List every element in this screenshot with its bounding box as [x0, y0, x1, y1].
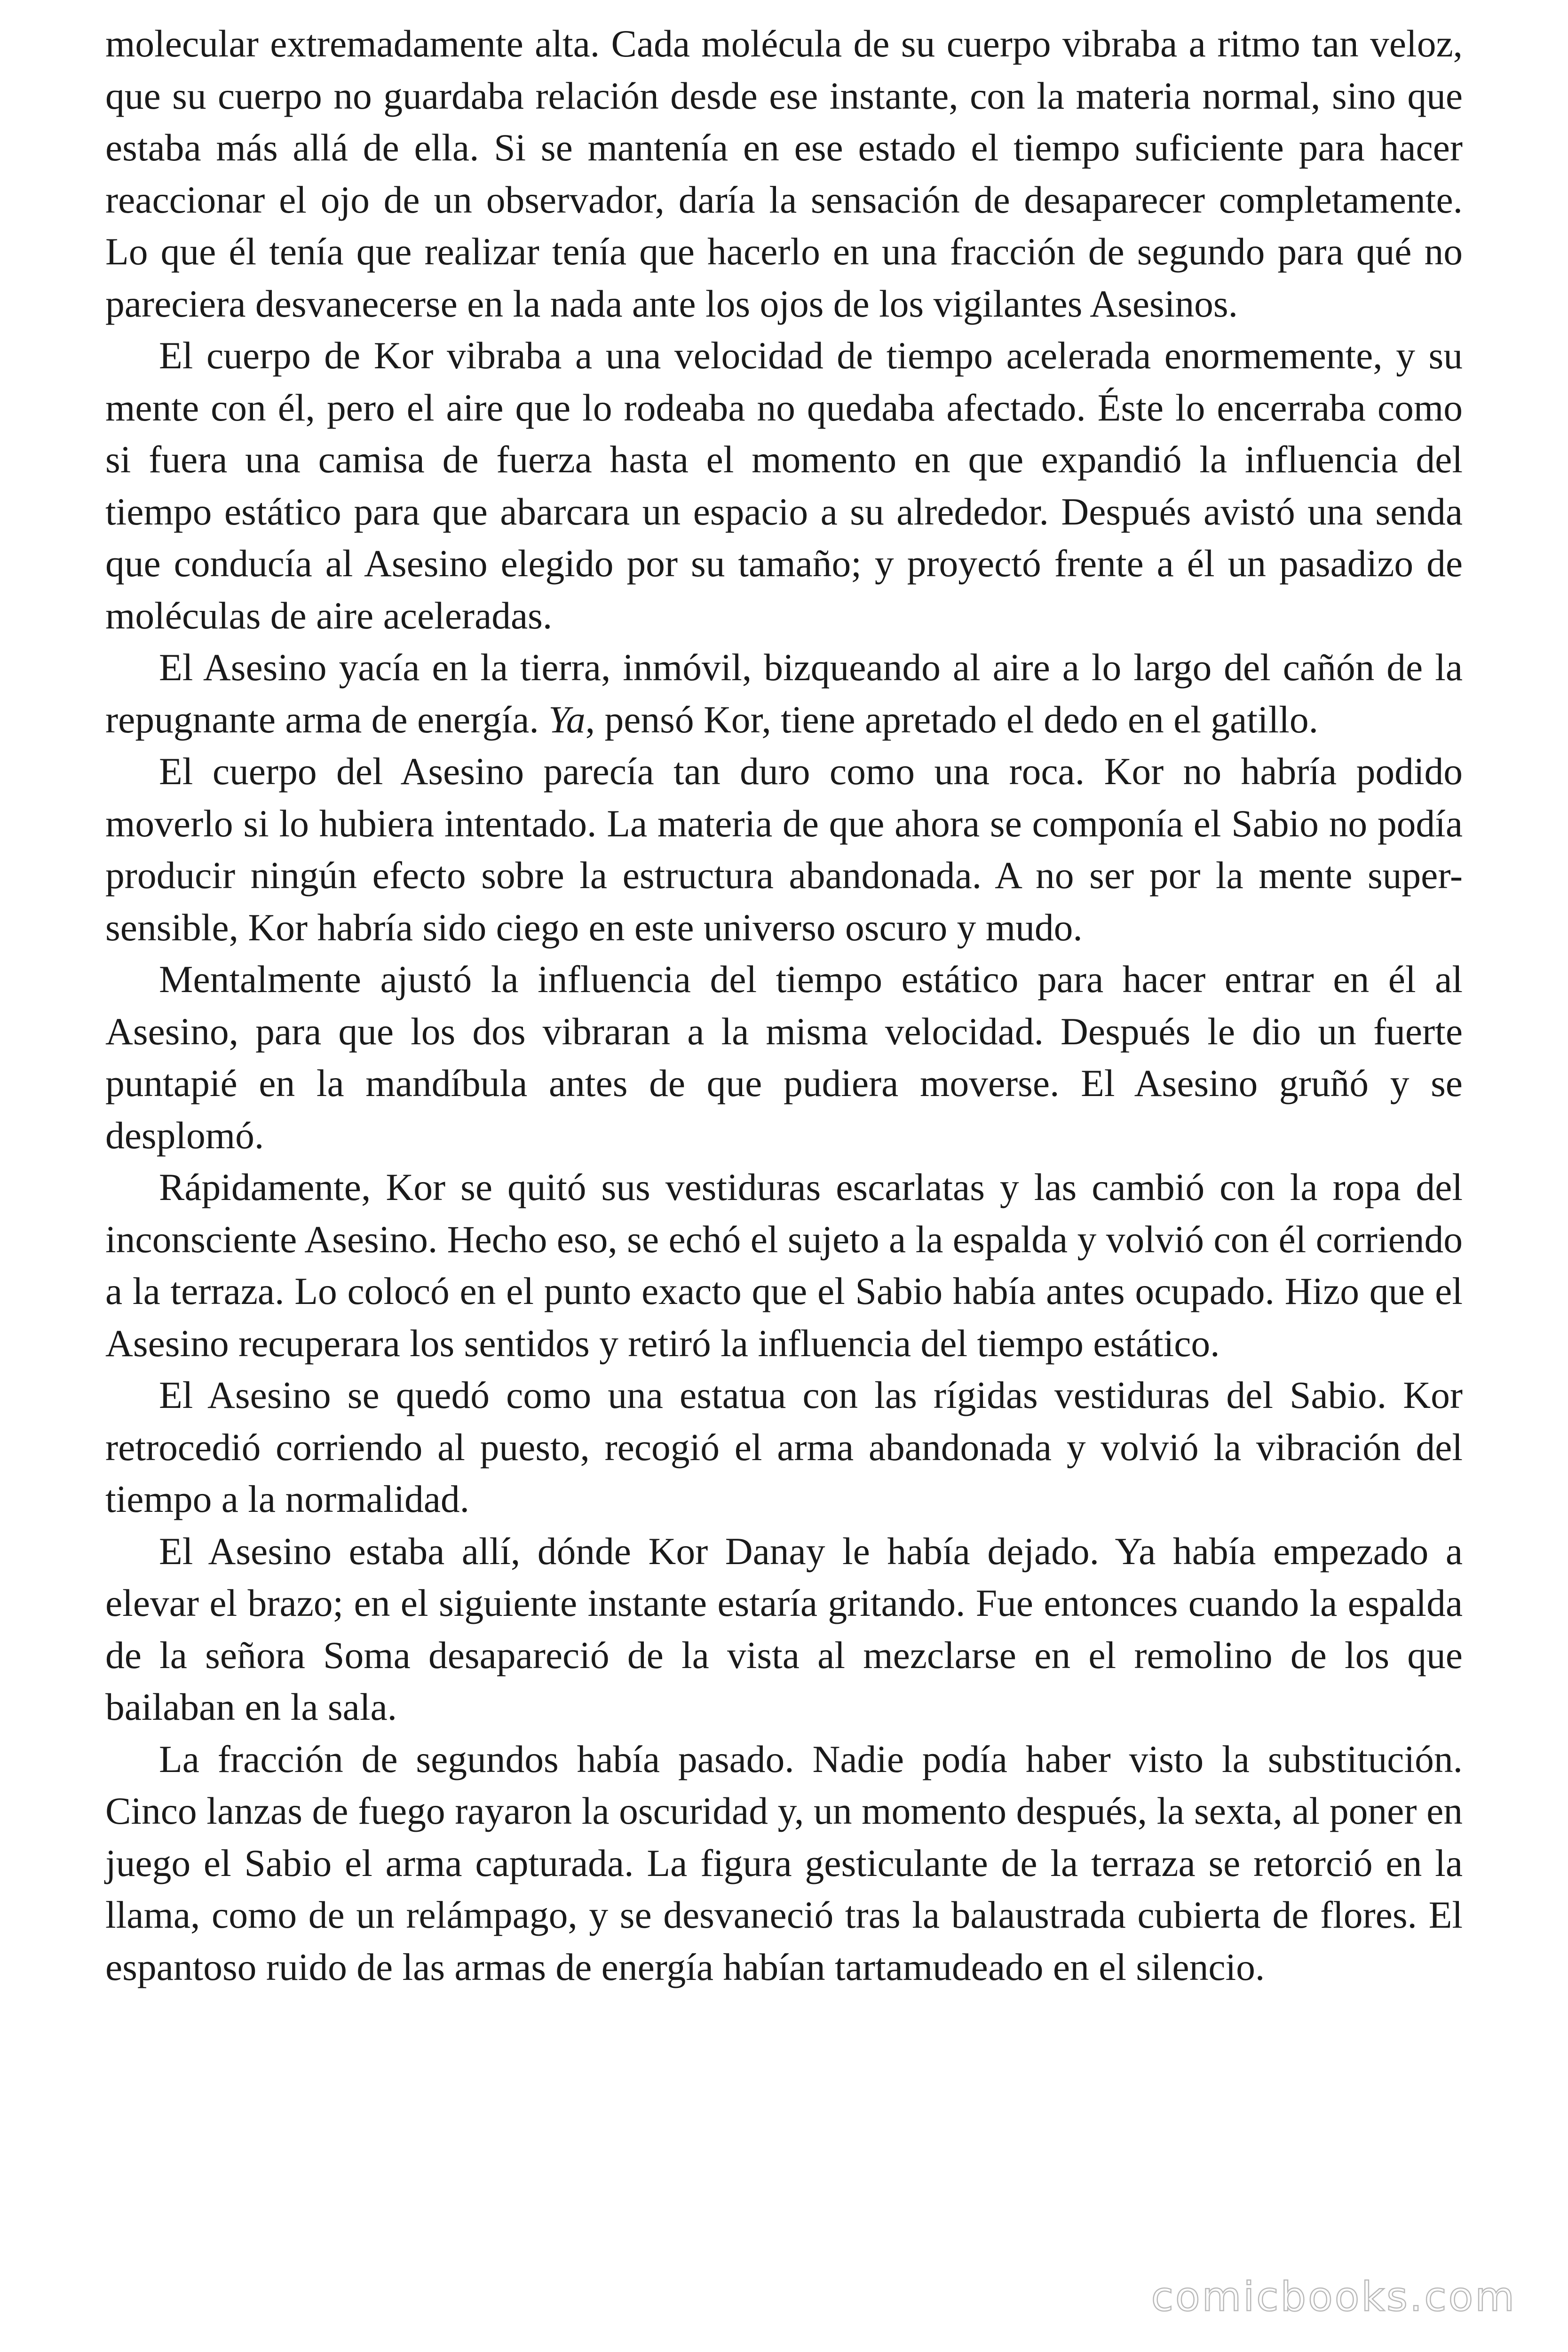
paragraph-4: El cuerpo del Asesino parecía tan duro como una roca. Kor no habría podido moverlo si lo hubiera intentado. La materia de que ahora se componía el Sabio no podía producir ningún efecto sobre la estructura abandonada. A no ser por la mente super-sensible, Kor habría sido ciego en este universo oscuro y mudo.: [105, 750, 1463, 949]
paragraph-3-end: , pensó Kor, tiene apretado el dedo en el gatillo.: [585, 698, 1318, 741]
paragraph-8: El Asesino estaba allí, dónde Kor Danay le había dejado. Ya había empezado a elevar el brazo; en el siguiente instante estaría gritando. Fue entonces cuando la espalda de la señora Soma desapareció de la vista al mezclarse en el remolino de los que bailaban en la sala.: [105, 1529, 1463, 1728]
paragraph-3-italic: Ya: [548, 698, 586, 741]
paragraph-3-start: El Asesino yacía en la tierra, inmóvil, bizqueando al aire a lo largo del cañón de la repugnante arma de energía.: [105, 646, 1463, 741]
paragraph-5: Mentalmente ajustó la influencia del tiempo estático para hacer entrar en él al Asesino, para que los dos vibraran a la misma velocidad. Después le dio un fuerte puntapié en la mandíbula antes de que pudiera moverse. El Asesino gruñó y se desplomó.: [105, 958, 1463, 1157]
paragraph-1: molecular extremadamente alta. Cada molécula de su cuerpo vibraba a ritmo tan veloz, que su cuerpo no guardaba relación desde ese instante, con la materia normal, sino que estaba más allá de ella. Si se mantenía en ese estado el tiempo suficiente para hacer reaccionar el ojo de un observador, daría la sensación de desaparecer completamente. Lo que él tenía que realizar tenía que hacerlo en una fracción de segundo para qué no pareciera desvanecerse en la nada ante los ojos de los vigilantes Asesinos.: [105, 22, 1463, 325]
paragraph-2: El cuerpo de Kor vibraba a una velocidad de tiempo acelerada enormemente, y su mente con él, pero el aire que lo rodeaba no quedaba afectado. Éste lo encerraba como si fuera una camisa de fuerza hasta el momento en que expandió la influencia del tiempo estático para que abarcara un espacio a su alrededor. Después avistó una senda que conducía al Asesino elegido por su tamaño; y proyectó frente a él un pasadizo de moléculas de aire aceleradas.: [105, 334, 1463, 637]
paragraph-9: La fracción de segundos había pasado. Nadie podía haber visto la substitución. Cinco lanzas de fuego rayaron la oscuridad y, un momento después, la sexta, al poner en juego el Sabio el arma capturada. La figura gesticulante de la terraza se retorció en la llama, como de un relámpago, y se desvaneció tras la balaustrada cubierta de flores. El espantoso ruido de las armas de energía habían tartamudeado en el silencio.: [105, 1737, 1463, 1988]
paragraph-6: Rápidamente, Kor se quitó sus vestiduras escarlatas y las cambió con la ropa del inconsciente Asesino. Hecho eso, se echó el sujeto a la espalda y volvió con él corriendo a la terraza. Lo colocó en el punto exacto que el Sabio había antes ocupado. Hizo que el Asesino recuperara los sentidos y retiró la influencia del tiempo estático.: [105, 1166, 1463, 1365]
watermark: comicbooks.com: [1151, 2273, 1516, 2320]
body-text: [105, 18, 1463, 1993]
paragraph-7: El Asesino se quedó como una estatua con las rígidas vestiduras del Sabio. Kor retrocedió corriendo al puesto, recogió el arma abandonada y volvió la vibración del tiempo a la normalidad.: [105, 1374, 1463, 1520]
paragraph-3: [105, 642, 1463, 746]
